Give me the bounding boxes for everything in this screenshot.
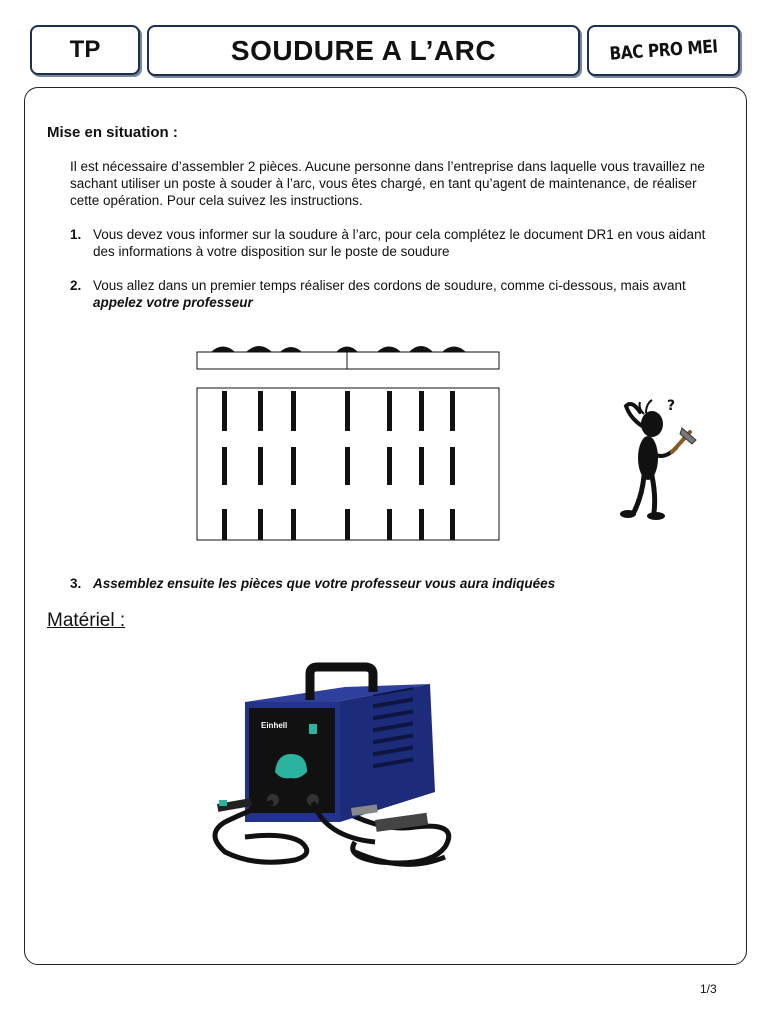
svg-text:Einhell: Einhell (261, 721, 288, 730)
svg-text:?: ? (667, 398, 676, 414)
situation-heading: Mise en situation : (47, 124, 178, 141)
call-teacher-emphasis: appelez votre professeur (93, 295, 253, 310)
thinking-stick-figure-icon (612, 388, 697, 523)
class-label: BAC PRO MEI (587, 25, 740, 76)
page-number: 1/3 (700, 982, 717, 996)
materiel-heading: Matériel : (47, 610, 126, 631)
page-title: SOUDURE A L’ARC (147, 25, 580, 76)
step-2 (70, 277, 720, 311)
step-number: 1. (70, 227, 82, 242)
weld-beads-top-view (196, 387, 500, 541)
step-3 (70, 575, 720, 592)
step-number: 2. (70, 278, 82, 293)
step-1 (70, 226, 720, 260)
step-number: 3. (70, 576, 82, 591)
step-text: Vous allez dans un premier temps réaliser des cordons de soudure, comme ci-dessous, mais avant appelez votre professeur (93, 278, 686, 310)
intro-paragraph: Il est nécessaire d’assembler 2 pièces. Aucune personne dans l’entreprise dans laquelle vous travaillez ne sachant utiliser un poste à souder à l’arc, vous êtes chargé, en tant qu’agent de maintenance, de réaliser cette opération. Pour cela suivez les instructions. (70, 159, 705, 208)
weld-beads-side-view (195, 340, 501, 372)
arc-welder-machine-icon (205, 662, 465, 877)
step-text: Assemblez ensuite les pièces que votre professeur vous aura indiquées (93, 576, 556, 591)
step-text: Vous devez vous informer sur la soudure à l’arc, pour cela complétez le document DR1 en vous aidant des informations à votre disposition sur le poste de soudure (93, 227, 706, 259)
tp-label: TP (30, 25, 140, 75)
